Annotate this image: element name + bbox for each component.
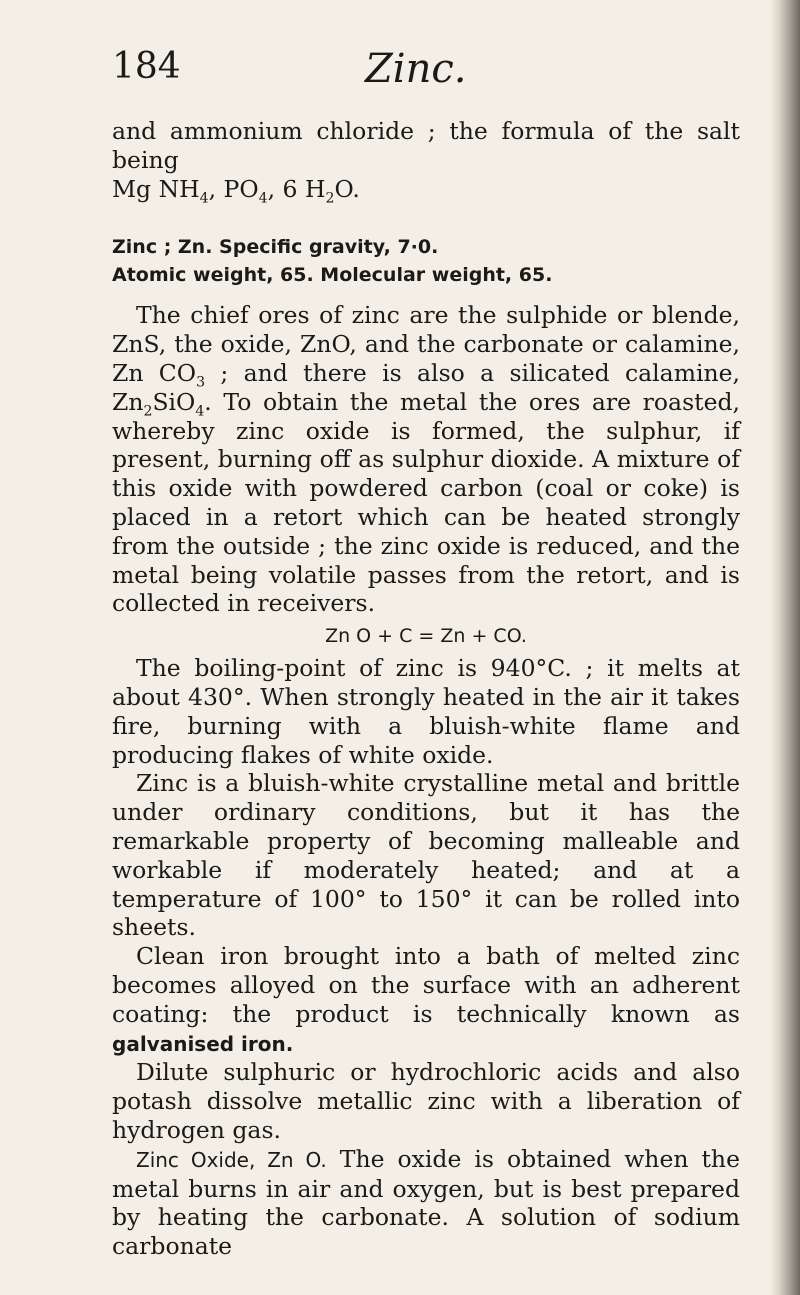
- ores-text: ; and there is also a silicated calamine, Zn: [112, 358, 741, 416]
- salt-formula: [112, 174, 360, 207]
- running-title: Zinc.: [365, 46, 467, 92]
- page-edge-shadow: [770, 0, 800, 1295]
- formula-subscript: 4: [195, 403, 205, 420]
- galvanised-term: galvanised iron.: [112, 1031, 294, 1056]
- formula-subscript: 3: [196, 374, 206, 391]
- formula-subscript: 2: [143, 403, 153, 420]
- formula-part: Mg NH: [112, 174, 200, 203]
- formula-part: O.: [334, 174, 360, 203]
- intro-line: and ammonium chloride ; the formula of the salt being: [112, 117, 740, 174]
- ores-text: The chief ores of zinc are the sulphide or blende, ZnS, the oxide, ZnO, and the carbonate or calamine, Zn CO: [112, 301, 740, 387]
- formula-subscript: 2: [325, 190, 335, 207]
- page-number: 184: [112, 46, 181, 87]
- boiling-point-paragraph: The boiling-point of zinc is 940°C. ; it melts at about 430°. When strongly heated in the air it takes fire, burning with a bluish-white flame and producing flakes of white oxide.: [112, 654, 740, 769]
- formula-part: , PO: [208, 174, 259, 203]
- dilute-acids-paragraph: Dilute sulphuric or hydrochloric acids and also potash dissolve metallic zinc with a liberation of hydrogen gas.: [112, 1058, 740, 1144]
- section-heading-weights: Atomic weight, 65. Molecular weight, 65.: [112, 264, 553, 287]
- formula-part: , 6 H: [267, 174, 326, 203]
- properties-paragraph: Zinc is a bluish-white crystalline metal and brittle under ordinary conditions, but it has the remarkable property of becoming malleable and workable if moderately heated; and at a temperature of 100° to 150° it can be rolled into sheets.: [112, 769, 740, 942]
- intro-paragraph: [112, 117, 740, 207]
- reduction-equation: Zn O + C = Zn + CO.: [325, 625, 527, 648]
- galvanised-paragraph: [112, 942, 740, 1058]
- section-heading-zinc: Zinc ; Zn. Specific gravity, 7·0.: [112, 236, 439, 259]
- ores-text: SiO: [152, 387, 196, 416]
- zinc-oxide-heading: Zinc Oxide, Zn O.: [136, 1147, 327, 1172]
- body-text: [112, 117, 740, 1261]
- zinc-oxide-text: The oxide is obtained when the metal burns in air and oxygen, but is best prepared by heating the carbonate. A solution of sodium carbonate: [112, 1144, 740, 1261]
- zinc-oxide-paragraph: [112, 1145, 740, 1261]
- formula-subscript: 4: [199, 190, 209, 207]
- galvanised-text: Clean iron brought into a bath of melted zinc becomes alloyed on the surface with an adherent coating: the product is technically known as: [112, 942, 740, 1028]
- formula-subscript: 4: [258, 190, 268, 207]
- ores-paragraph: [112, 301, 740, 618]
- ores-text: . To obtain the metal the ores are roasted, whereby zinc oxide is formed, the sulphur, if present, burning off as sulphur dioxide. A mixture of this oxide with powdered carbon (coal or coke) is placed in a retort which can be heated strongly from the outside ; the zinc oxide is reduced, and the metal being volatile passes from the retort, and is collected in receivers.: [112, 387, 740, 618]
- running-head: [0, 42, 800, 102]
